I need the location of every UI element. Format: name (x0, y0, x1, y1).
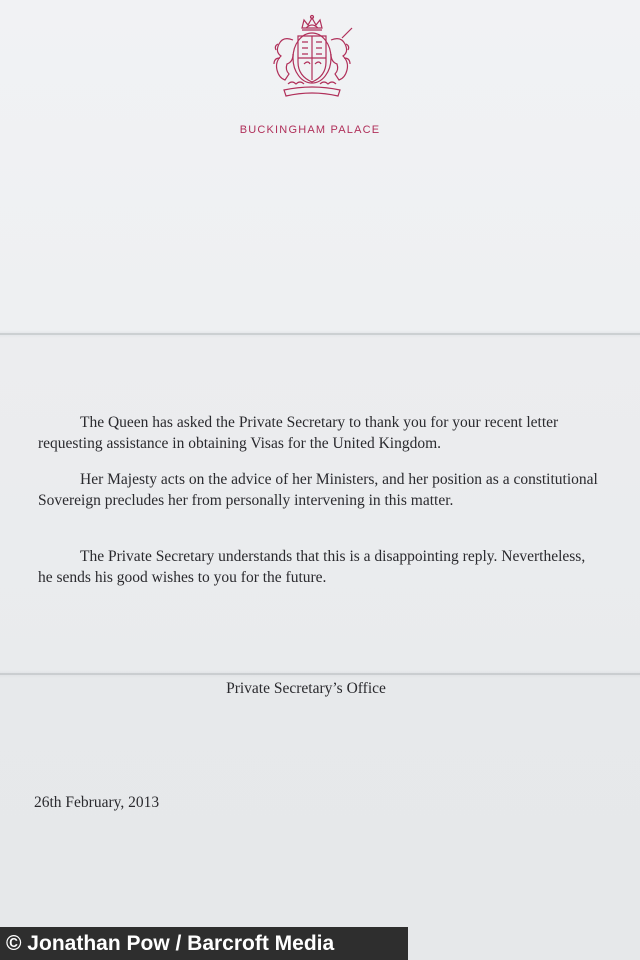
paragraph-text: The Private Secretary understands that this is a disappointing reply. Nevertheless, he sends his good wishes to you for the future. (38, 548, 586, 586)
signoff-office: Private Secretary’s Office (226, 680, 386, 697)
letter-paragraph (38, 547, 598, 588)
paragraph-text: The Queen has asked the Private Secretary to thank you for your recent letter requesting assistance in obtaining Visas for the United Kingdom. (38, 414, 559, 452)
paragraph-text: Her Majesty acts on the advice of her Ministers, and her position as a constitutional Sovereign precludes her from personally intervening in this matter. (38, 471, 598, 509)
letter-paragraph (38, 413, 598, 454)
letter-paragraph (38, 470, 598, 511)
letterhead-title: BUCKINGHAM PALACE (239, 124, 381, 136)
letter-date: 26th February, 2013 (34, 794, 160, 811)
royal-coat-of-arms-icon (262, 14, 362, 104)
fold-line (0, 333, 640, 335)
fold-line (0, 673, 640, 675)
photo-credit-banner: © Jonathan Pow / Barcroft Media (0, 927, 408, 960)
